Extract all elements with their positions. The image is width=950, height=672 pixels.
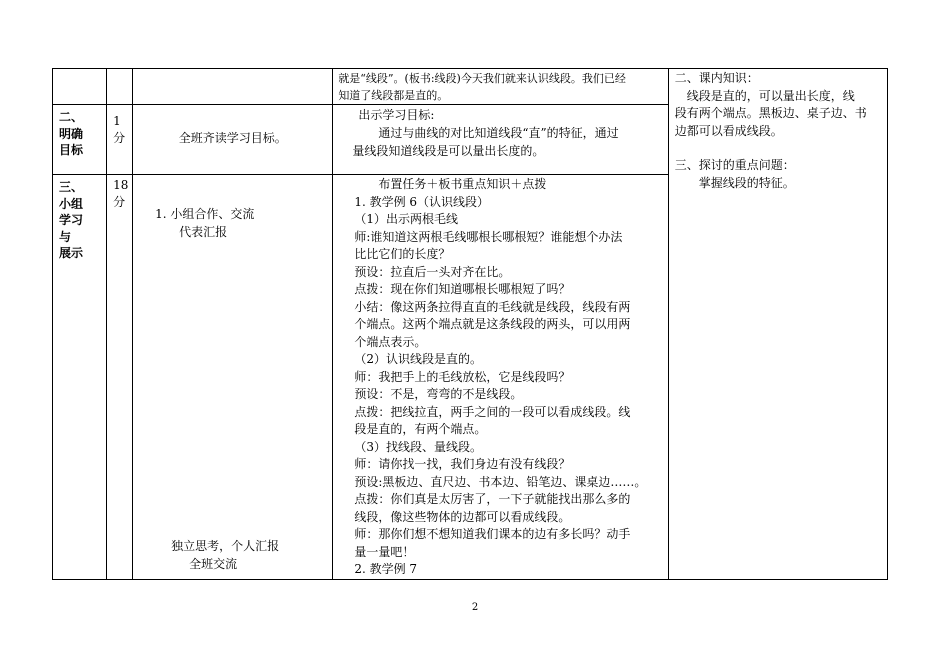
teacher-line: 师：请你找一找，我们身边有没有线段？ xyxy=(354,457,571,471)
teacher-line: （3）找线段、量线段。 xyxy=(354,439,482,454)
teacher-line: 点拨：你们真是太厉害了，一下子就能找出那么多的 xyxy=(354,492,631,506)
notes-line: 段有两个端点。黑板边、桌子边、书 xyxy=(674,106,867,120)
student-activity-text: 独立思考，个人汇报 xyxy=(171,539,280,553)
teacher-line: 量线段知道线段是可以量出长度的。 xyxy=(352,144,545,158)
student-activity-cell xyxy=(133,69,333,105)
teacher-line: （1）出示两根毛线 xyxy=(354,212,458,226)
teacher-line: 通过与曲线的对比知道线段“直”的特征，通过 xyxy=(378,126,619,140)
notes-cell xyxy=(668,69,887,580)
stage-cell xyxy=(53,105,107,175)
table-row xyxy=(53,69,888,105)
time-value: 18 xyxy=(113,178,129,192)
teacher-line: 预设:黑板边、直尺边、书本边、铅笔边、课桌边……。 xyxy=(354,474,647,489)
time-cell xyxy=(107,175,133,580)
notes-spacer xyxy=(675,140,883,157)
teacher-line: （2）认识线段是直的。 xyxy=(354,352,482,366)
time-unit: 分 xyxy=(113,130,126,145)
teacher-line: 2. 教学例 7 xyxy=(354,562,418,576)
teacher-line: 量一量吧！ xyxy=(354,544,415,559)
teacher-line: 师:谁知道这两根毛线哪根长哪根短？谁能想个办法 xyxy=(354,229,623,244)
teacher-line: 预设：拉直后一头对齐在比。 xyxy=(354,264,511,279)
teacher-line: 出示学习目标: xyxy=(358,108,435,122)
teacher-line: 个端点表示。 xyxy=(354,334,427,349)
lesson-plan-table xyxy=(52,68,888,580)
teacher-line: 预设：不是，弯弯的不是线段。 xyxy=(354,387,523,401)
student-activity-text: 全班齐读学习目标。 xyxy=(178,131,287,145)
student-activity-text: 代表汇报 xyxy=(179,225,228,239)
process-line: 就是“线段”。(板书:线段)今天我们就来认识线段。我们已经 xyxy=(338,72,626,85)
teacher-line: 点拨：现在你们知道哪根长哪根短了吗？ xyxy=(354,282,571,296)
student-activity-cell xyxy=(133,105,333,175)
teacher-line: 师：我把手上的毛线放松，它是线段吗？ xyxy=(354,369,571,384)
notes-line: 线段是直的，可以量出长度，线 xyxy=(686,88,855,103)
time-cell xyxy=(107,69,133,105)
teacher-line: 点拨：把线拉直，两手之间的一段可以看成线段。线 xyxy=(354,404,631,419)
teacher-line: 比比它们的长度？ xyxy=(354,247,451,261)
teacher-activity-cell xyxy=(333,175,668,580)
teacher-line: 1. 教学例 6（认识线段） xyxy=(354,194,490,209)
notes-line: 边都可以看成线段。 xyxy=(674,123,783,138)
notes-line: 掌握线段的特征。 xyxy=(698,175,795,190)
teacher-line: 个端点。这两个端点就是这条线段的两头，可以用两 xyxy=(354,317,631,331)
time-unit: 分 xyxy=(113,194,126,209)
teacher-line: 师：那你们想不想知道我们课本的边有多长吗？动手 xyxy=(354,527,631,541)
teacher-line: 段是直的，有两个端点。 xyxy=(354,422,487,436)
teacher-line: 布置任务＋板书重点知识＋点拨 xyxy=(378,177,547,191)
stage-label: 与 xyxy=(59,229,72,244)
stage-label: 展示 xyxy=(59,246,84,260)
stage-label: 目标 xyxy=(59,143,84,157)
stage-label: 学习 xyxy=(59,213,84,227)
teacher-line: 线段，像这些物体的边都可以看成线段。 xyxy=(354,509,571,524)
page-number: 2 xyxy=(471,602,479,613)
teacher-activity-cell xyxy=(333,105,668,175)
student-activity-text: 全班交流 xyxy=(189,557,238,571)
notes-heading: 二、课内知识： xyxy=(674,71,759,85)
stage-label: 明确 xyxy=(59,126,84,141)
teacher-line: 小结：像这两条拉得直直的毛线就是线段，线段有两 xyxy=(354,299,631,314)
process-line: 知道了线段都是直的。 xyxy=(338,89,449,102)
stage-label: 小组 xyxy=(59,196,84,211)
stage-cell xyxy=(53,175,107,580)
stage-label: 三、 xyxy=(59,180,84,194)
student-activity-text: 1. 小组合作、交流 xyxy=(155,207,255,221)
teacher-activity-cell xyxy=(333,69,668,105)
stage-label: 二、 xyxy=(59,110,84,124)
time-value: 1 xyxy=(113,114,121,128)
student-activity-cell xyxy=(133,175,333,580)
notes-heading: 三、探讨的重点问题： xyxy=(674,158,795,172)
time-cell xyxy=(107,105,133,175)
stage-cell xyxy=(53,69,107,105)
